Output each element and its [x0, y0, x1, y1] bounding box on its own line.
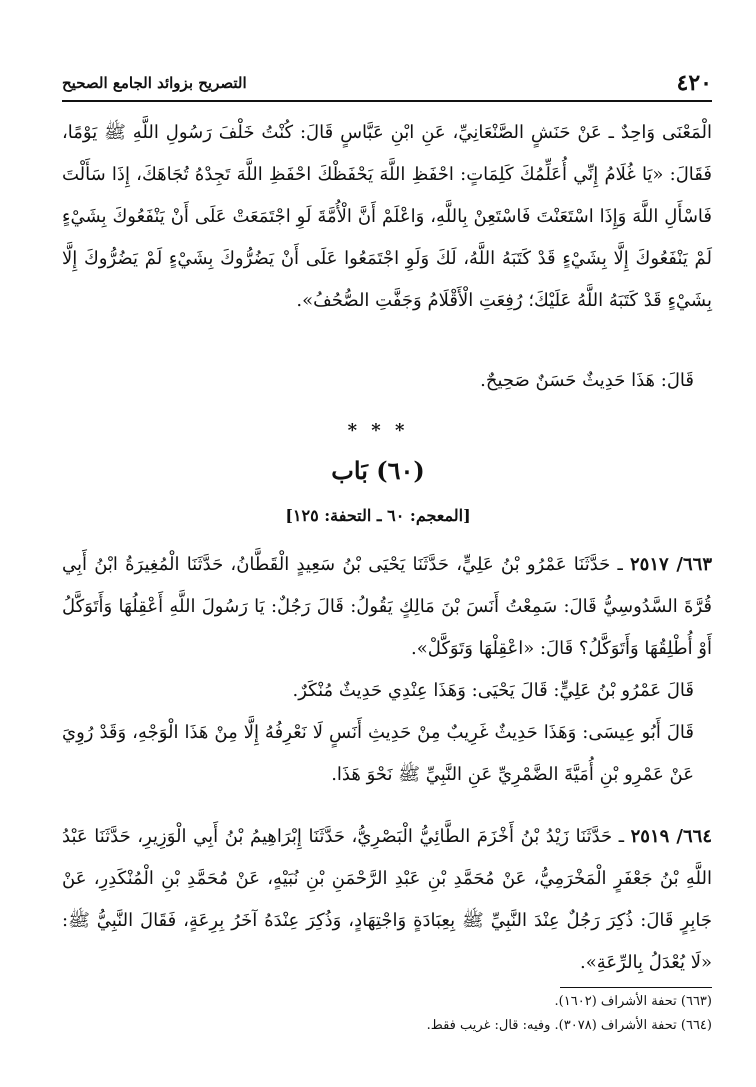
- page-header: [62, 70, 712, 102]
- hadith-text: ـ حَدَّثَنَا عَمْرُو بْنُ عَلِيٍّ، حَدَّثَنَا يَحْيَى بْنُ سَعِيدٍ الْقَطَّانُ، حَدَّثَنَا الْمُغِيرَةُ ابْنُ أَبِي قُرَّةَ السَّدُوسِيُّ قَالَ: سَمِعْتُ أَنَسَ بْنَ مَالِكٍ يَقُولُ: قَالَ رَجُلٌ: يَا رَسُولَ اللَّهِ أَعْقِلُهَا وَأَتَوَكَّلُ أَوْ أُطْلِقُهَا وَأَتَوَكَّلُ؟ قَالَ: «اعْقِلْهَا وَتَوَكَّلْ».: [62, 554, 712, 659]
- section-separator: * * *: [347, 420, 409, 441]
- footnotes: [62, 990, 712, 1038]
- hadith-number: ٦٦٤/ ٢٥١٩: [630, 826, 713, 847]
- passage-ibn-abbas: [62, 112, 712, 322]
- passage-text: الْمَعْنَى وَاحِدٌ ـ عَنْ حَنَشٍ الصَّنْعَانِيِّ، عَنِ ابْنِ عَبَّاسٍ قَالَ: كُنْتُ خَلْفَ رَسُولِ اللَّهِ ﷺ يَوْمًا، فَقَالَ: «يَا غُلَامُ إِنِّي أُعَلِّمُكَ كَلِمَاتٍ: احْفَظِ اللَّهَ يَحْفَظْكَ احْفَظِ اللَّهَ تَجِدْهُ تُجَاهَكَ، إِذَا سَأَلْتَ فَاسْأَلِ اللَّهَ وَإِذَا اسْتَعَنْتَ فَاسْتَعِنْ بِاللَّهِ، وَاعْلَمْ أَنَّ الْأُمَّةَ لَوِ اجْتَمَعَتْ عَلَى أَنْ يَنْفَعُوكَ بِشَيْءٍ لَمْ يَنْفَعُوكَ إِلَّا بِشَيْءٍ قَدْ كَتَبَهُ اللَّهُ، لَكَ وَلَوِ اجْتَمَعُوا عَلَى أَنْ يَضُرُّوكَ بِشَيْءٍ لَمْ يَضُرُّوكَ إِلَّا بِشَيْءٍ قَدْ كَتَبَهُ اللَّهُ عَلَيْكَ؛ رُفِعَتِ الْأَقْلَامُ وَجَفَّتِ الصُّحُفُ».: [62, 122, 712, 311]
- footnote: (٦٦٣) تحفة الأشراف (١٦٠٢).: [554, 994, 712, 1009]
- running-head: التصريح بزوائد الجامع الصحيح: [62, 74, 247, 92]
- verdict-text: قَالَ: هَذَا حَدِيثٌ حَسَنٌ صَحِيحٌ.: [480, 370, 694, 391]
- hadith-664: [62, 816, 712, 984]
- hadith-663: [62, 544, 712, 796]
- footnote-rule: [560, 987, 712, 988]
- footnote: (٦٦٤) تحفة الأشراف (٣٠٧٨). وفيه: قال: غريب فقط.: [426, 1018, 712, 1033]
- hadith-663-paragraph: [62, 544, 712, 670]
- hadith-number: ٦٦٣/ ٢٥١٧: [629, 554, 712, 575]
- page-number: ٤٢٠: [676, 70, 712, 96]
- passage-verdict: [62, 360, 712, 402]
- chapter-reference: [المعجم: ٦٠ ـ التحفة: ١٢٥]: [285, 506, 471, 525]
- hadith-text: ـ حَدَّثَنَا زَيْدُ بْنُ أَخْزَمَ الطَّائِيُّ الْبَصْرِيُّ، حَدَّثَنَا إِبْرَاهِيمُ بْنُ أَبِي الْوَزِيرِ، حَدَّثَنَا عَبْدُ اللَّهِ بْنُ جَعْفَرٍ الْمَخْرَمِيُّ، عَنْ مُحَمَّدِ بْنِ عَبْدِ الرَّحْمَنِ بْنِ نُبَيْهٍ، عَنْ مُحَمَّدِ بْنِ الْمُنْكَدِرِ، عَنْ جَابِرٍ قَالَ: ذُكِرَ رَجُلٌ عِنْدَ النَّبِيِّ ﷺ بِعِبَادَةٍ وَاجْتِهَادٍ، وَذُكِرَ عِنْدَهُ آخَرُ بِرِعَةٍ، فَقَالَ النَّبِيُّ ﷺ: «لَا يُعْدَلُ بِالرِّعَةِ».: [62, 826, 712, 973]
- hadith-664-paragraph: [62, 816, 712, 984]
- hadith-comment: قَالَ عَمْرُو بْنُ عَلِيٍّ: قَالَ يَحْيَى: وَهَذَا عِنْدِي حَدِيثٌ مُنْكَرٌ.: [292, 680, 694, 701]
- chapter-title: (٦٠) بَاب: [331, 456, 425, 485]
- hadith-comment: قَالَ أَبُو عِيسَى: وَهَذَا حَدِيثٌ غَرِيبٌ مِنْ حَدِيثِ أَنَسٍ لَا نَعْرِفُهُ إِلَّا مِنْ هَذَا الْوَجْهِ، وَقَدْ رُوِيَ عَنْ عَمْرِو بْنِ أُمَيَّةَ الضَّمْرِيِّ عَنِ النَّبِيِّ ﷺ نَحْوَ هَذَا.: [62, 722, 694, 785]
